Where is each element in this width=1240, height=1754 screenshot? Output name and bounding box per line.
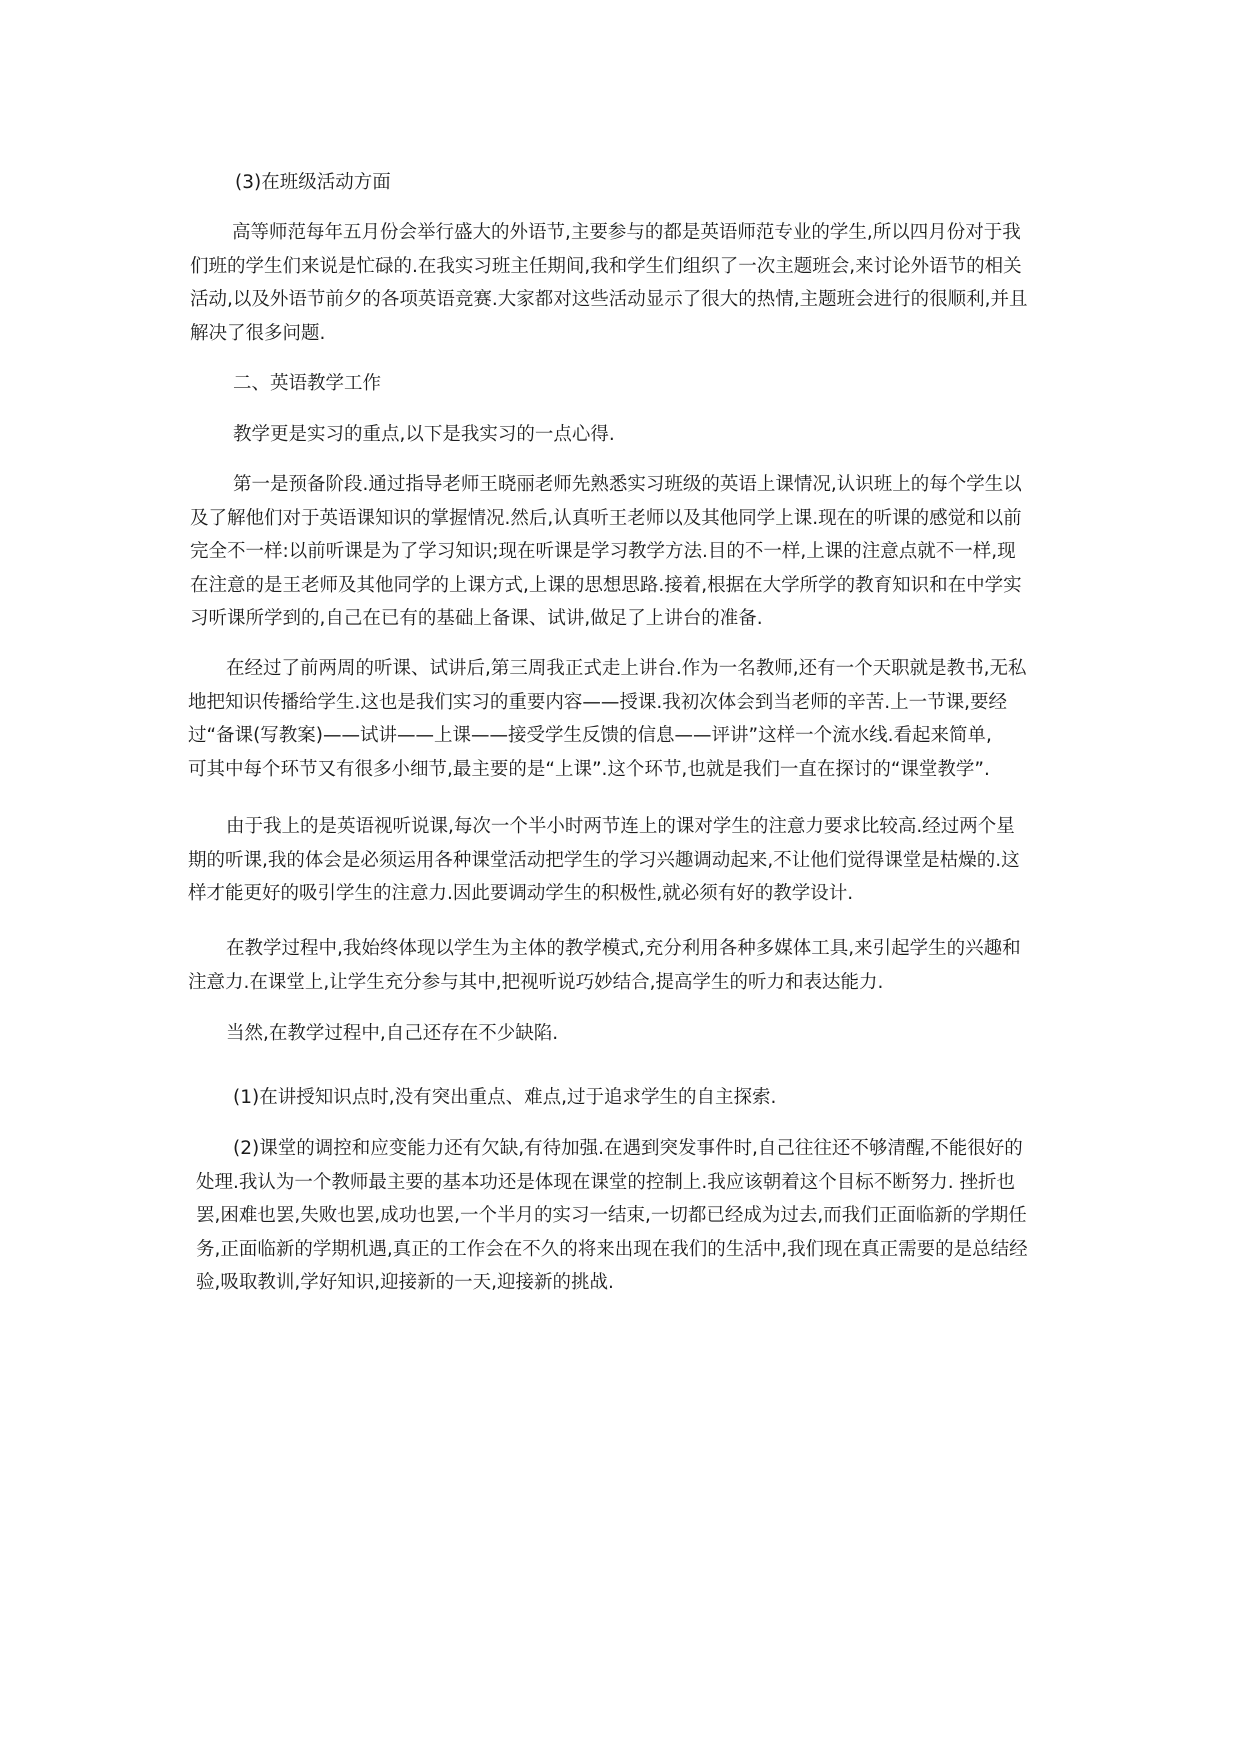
paragraph-line: 注意力.在课堂上,让学生充分参与其中,把视听说巧妙结合,提高学生的听力和表达能力.	[188, 971, 884, 993]
paragraph-line: 在注意的是王老师及其他同学的上课方式,上课的思想思路.接着,根据在大学所学的教育知识和在中学实	[190, 574, 1022, 596]
paragraph-line: (2)课堂的调控和应变能力还有欠缺,有待加强.在遇到突发事件时,自己往往还不够清醒,不能很好的	[233, 1138, 1023, 1159]
list-item-shortcoming-1	[233, 1081, 1033, 1115]
paragraph-line: 地把知识传播给学生.这也是我们实习的重要内容——授课.我初次体会到当老师的辛苦.上一节课,要经	[188, 691, 1008, 713]
paragraph-teaching-process	[188, 932, 1040, 999]
paragraph-line: 样才能更好的吸引学生的注意力.因此要调动学生的积极性,就必须有好的教学设计.	[188, 883, 854, 904]
paragraph-line: 务,正面临新的学期机遇,真正的工作会在不久的将来出现在我们的生活中,我们现在真正需要的是总结经	[196, 1238, 1028, 1260]
paragraph-line: 验,吸取教训,学好知识,迎接新的一天,迎接新的挑战.	[196, 1272, 614, 1293]
paragraph-line: 在经过了前两周的听课、试讲后,第三周我正式走上讲台.作为一名教师,还有一个天职就是教书,无私	[226, 658, 1027, 679]
paragraph-line: 当然,在教学过程中,自己还存在不少缺陷.	[226, 1023, 559, 1044]
paragraph-line: 可其中每个环节又有很多小细节,最主要的是“上课”.这个环节,也就是我们一直在探讨的“课堂教学”.	[188, 758, 990, 780]
paragraph-preparation-stage	[190, 468, 1040, 636]
paragraph-lecturing	[188, 652, 1040, 786]
paragraph-line: 习听课所学到的,自己在已有的基础上备课、试讲,做足了上讲台的准备.	[190, 608, 763, 629]
paragraph-shortcoming-intro	[226, 1017, 926, 1051]
heading-text: (3)在班级活动方面	[235, 172, 391, 193]
paragraph-line: 在教学过程中,我始终体现以学生为主体的教学模式,充分利用各种多媒体工具,来引起学生的兴趣和	[226, 938, 1021, 959]
paragraph-line: 及了解他们对于英语课知识的掌握情况.然后,认真听王老师以及其他同学上课.现在的听课的感觉和以前	[190, 507, 1022, 529]
paragraph-line: 高等师范每年五月份会举行盛大的外语节,主要参与的都是英语师范专业的学生,所以四月份对于我	[232, 222, 1021, 243]
paragraph-line: 由于我上的是英语视听说课,每次一个半小时两节连上的课对学生的注意力要求比较高.经过两个星	[226, 816, 1015, 837]
list-item-shortcoming-2	[196, 1132, 1040, 1300]
paragraph-teaching-intro	[233, 418, 933, 452]
paragraph-line: 第一是预备阶段.通过指导老师王晓丽老师先熟悉实习班级的英语上课情况,认识班上的每个学生以	[233, 474, 1022, 495]
paragraph-line: 罢,困难也罢,失败也罢,成功也罢,一个半月的实习一结束,一切都已经成为过去,而我们正面临新的学期任	[196, 1205, 1027, 1226]
paragraph-line: 解决了很多问题.	[190, 322, 326, 344]
paragraph-line: (1)在讲授知识点时,没有突出重点、难点,过于追求学生的自主探索.	[233, 1087, 777, 1108]
paragraph-line: 完全不一样:以前听课是为了学习知识;现在听课是学习教学方法.目的不一样,上课的注意点就不一样,现	[190, 541, 1016, 562]
section-heading-teaching	[233, 367, 833, 401]
paragraph-class-activity	[190, 216, 1040, 350]
heading-text: 二、英语教学工作	[233, 373, 382, 394]
paragraph-line: 处理.我认为一个教师最主要的基本功还是体现在课堂的控制上.我应该朝着这个目标不断努力. 挫折也	[196, 1171, 1016, 1193]
paragraph-line: 期的听课,我的体会是必须运用各种课堂活动把学生的学习兴趣调动起来,不让他们觉得课堂是枯燥的.这	[188, 849, 1020, 871]
paragraph-line: 过“备课(写教案)——试讲——上课——接受学生反馈的信息——评讲”这样一个流水线.看起来简单,	[188, 725, 992, 746]
paragraph-line: 教学更是实习的重点,以下是我实习的一点心得.	[233, 424, 615, 445]
paragraph-line: 活动,以及外语节前夕的各项英语竞赛.大家都对这些活动显示了很大的热情,主题班会进行的很顺利,并且	[190, 289, 1028, 310]
paragraph-line: 们班的学生们来说是忙碌的.在我实习班主任期间,我和学生们组织了一次主题班会,来讨论外语节的相关	[190, 255, 1022, 277]
paragraph-teaching-design	[188, 810, 1040, 911]
subsection-heading-class-activity	[235, 166, 935, 200]
